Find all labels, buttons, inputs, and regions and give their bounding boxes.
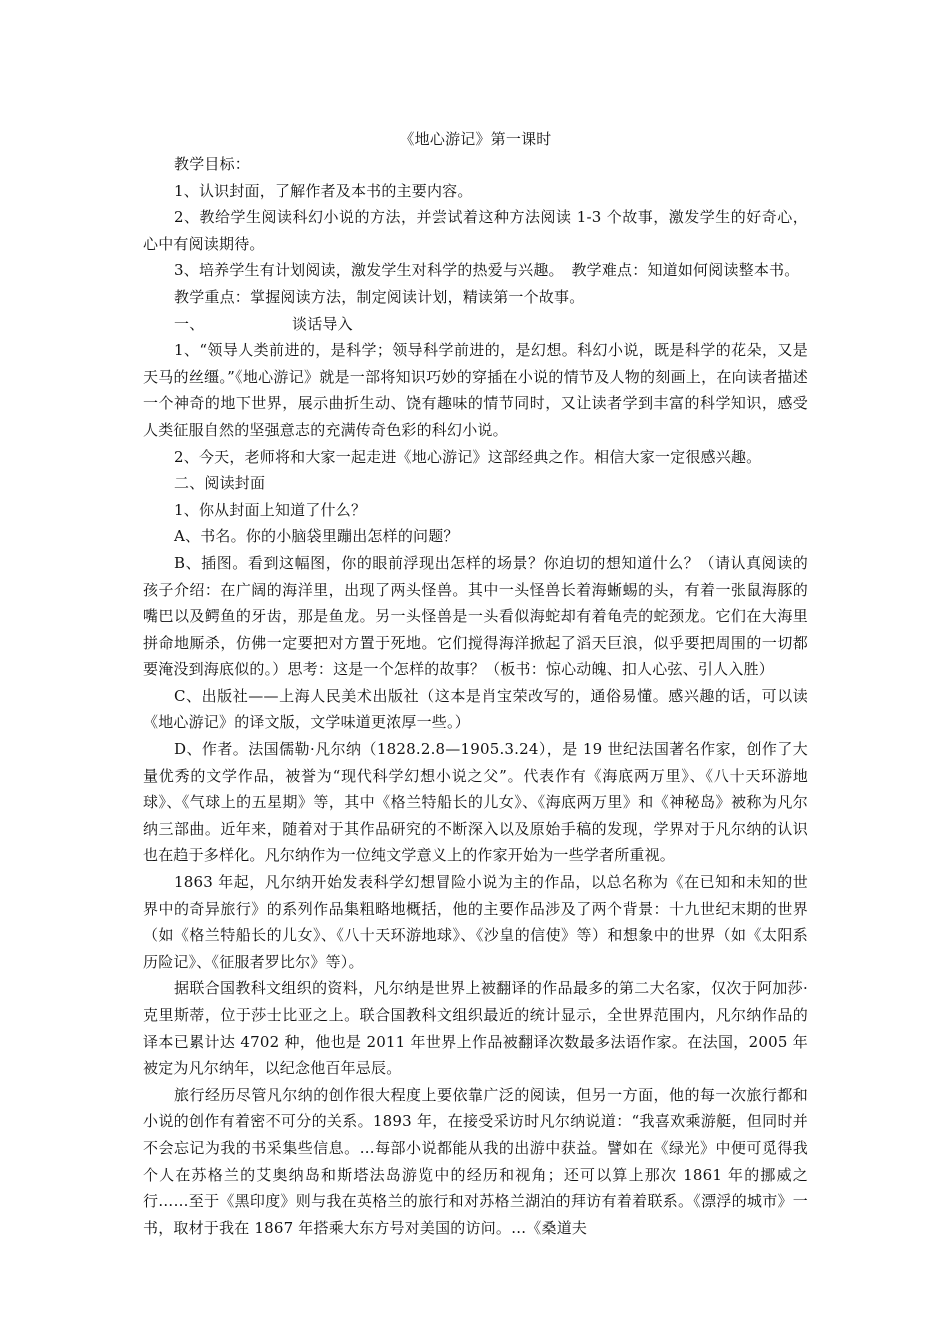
objectives-heading: 教学目标： xyxy=(174,155,251,173)
section-2-paragraph: 据联合国教科文组织的资料，凡尔纳是世界上被翻译的作品最多的第二大名家，仅次于阿加莎·克里斯蒂，位于莎士比亚之上。联合国教科文组织最近的统计显示，全世界范围内，凡尔纳作品的译本已累计达 4702 种，他也是 2011 年世界上作品被翻译次数最多法语作家。在法国，2005 年被定为凡尔纳年，以纪念他百年忌辰。 xyxy=(143,979,808,1078)
objective-2: 2、教给学生阅读科幻小说的方法，并尝试着这种方法阅读 1-3 个故事，激发学生的好奇心，心中有阅读期待。 xyxy=(143,208,808,253)
section-2-paragraph: C、出版社——上海人民美术出版社（这本是肖宝荣改写的，通俗易懂。感兴趣的话，可以读《地心游记》的译文版，文学味道更浓厚一些。） xyxy=(143,686,808,732)
section-2-paragraph: B、插图。看到这幅图，你的眼前浮现出怎样的场景？你迫切的想知道什么？（请认真阅读的孩子介绍：在广阔的海洋里，出现了两头怪兽。其中一头怪兽长着海蜥蜴的头，有着一张鼠海豚的嘴巴以及鳄鱼的牙齿，那是鱼龙。另一头怪兽是一头看似海蛇却有着龟壳的蛇颈龙。它们在大海里拼命地厮杀，仿佛一定要把对方置于死地。它们搅得海洋掀起了滔天巨浪，似乎要把周围的一切都要淹没到海底似的。）思考：这是一个怎样的故事？（板书：惊心动魄、扣人心弦、引人入胜） xyxy=(143,553,808,679)
objective-3: 3、培养学生有计划阅读，激发学生对科学的热爱与兴趣。 教学难点：知道如何阅读整本书。 xyxy=(174,261,800,280)
section-1-heading xyxy=(143,311,808,338)
section-2-paragraph: 1、你从封面上知道了什么？ xyxy=(174,500,367,519)
section-1-paragraph: 2、今天，老师将和大家一起走进《地心游记》这部经典之作。相信大家一定很感兴趣。 xyxy=(174,447,762,466)
section-1-number: 一、 xyxy=(174,314,205,333)
section-1-label: 谈话导入 xyxy=(292,314,353,333)
section-1-paragraph: 1、“领导人类前进的，是科学；领导科学前进的，是幻想。科幻小说，既是科学的花朵，又是天马的丝缰。”《地心游记》就是一部将知识巧妙的穿插在小说的情节及人物的刻画上，在向读者描述一个神奇的地下世界，展示曲折生动、饶有趣味的情节同时，又让读者学到丰富的科学知识，感受人类征服自然的坚强意志的充满传奇色彩的科幻小说。 xyxy=(143,341,808,439)
section-2-paragraph: A、书名。你的小脑袋里蹦出怎样的问题？ xyxy=(174,527,459,546)
objective-1: 1、认识封面，了解作者及本书的主要内容。 xyxy=(174,181,473,200)
teaching-focus: 教学重点：掌握阅读方法，制定阅读计划，精读第一个故事。 xyxy=(174,287,585,306)
section-2-paragraph: 旅行经历尽管凡尔纳的创作很大程度上要依靠广泛的阅读，但另一方面，他的每一次旅行都和小说的创作有着密不可分的关系。1893 年，在接受采访时凡尔纳说道：“我喜欢乘游艇，但同时并不会忘记为我的书采集些信息。…每部小说都能从我的出游中获益。譬如在《绿光》中便可觅得我个人在苏格兰的艾奥纳岛和斯塔法岛游览中的经历和视角；还可以算上那次 1861 年的挪威之行……至于《黑印度》则与我在英格兰的旅行和对苏格兰湖泊的拜访有着着联系。《漂浮的城市》一书，取材于我在 1867 年搭乘大东方号对美国的访问。…《桑道夫 xyxy=(143,1085,808,1237)
section-2-heading: 二、阅读封面 xyxy=(174,474,266,493)
section-2-paragraph: D、作者。法国儒勒·凡尔纳（1828.2.8—1905.3.24），是 19 世纪法国著名作家，创作了大量优秀的文学作品，被誉为“现代科学幻想小说之父”。代表作有《海底两万里》、《八十天环游地球》、《气球上的五星期》等，其中《格兰特船长的儿女》、《海底两万里》和《神秘岛》被称为凡尔纳三部曲。近年来，随着对于其作品研究的不断深入以及原始手稿的发现，学界对于凡尔纳的认识也在趋于多样化。凡尔纳作为一位纯文学意义上的作家开始为一些学者所重视。 xyxy=(143,740,808,865)
section-2-paragraph: 1863 年起，凡尔纳开始发表科学幻想冒险小说为主的作品，以总名称为《在已知和未知的世界中的奇异旅行》的系列作品集粗略地概括，他的主要作品涉及了两个背景：十九世纪末期的世界（如《格兰特船长的儿女》、《八十天环游地球》、《沙皇的信使》等）和想象中的世界（如《太阳系历险记》、《征服者罗比尔》等）。 xyxy=(143,873,808,971)
document-body xyxy=(143,127,808,1241)
document-title: 《地心游记》第一课时 xyxy=(399,130,552,148)
